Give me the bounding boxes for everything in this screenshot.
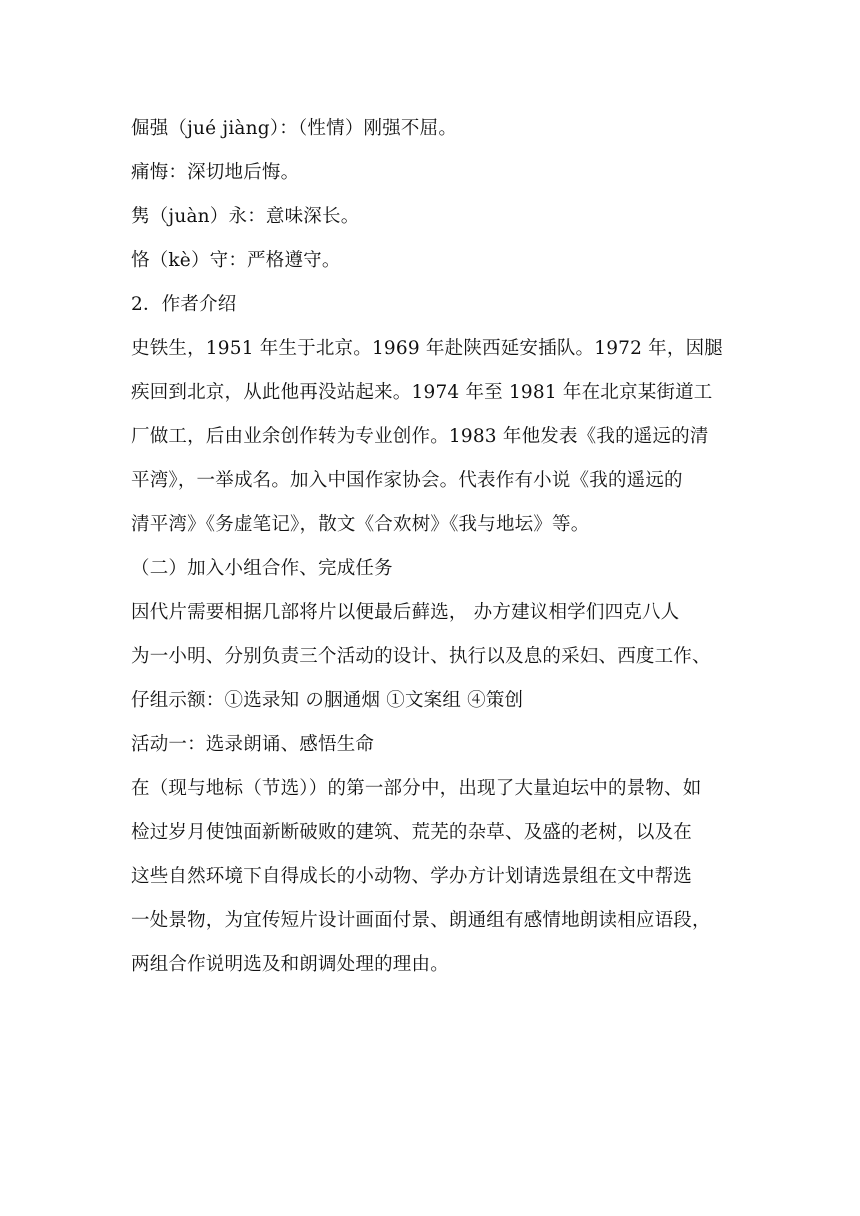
paragraph-line: 厂做工，后由业余创作转为专业创作。1983 年他发表《我的遥远的清 [131,426,709,447]
paragraph-line: 史铁生，1951 年生于北京。1969 年赴陕西延安插队。1972 年，因腿 [131,338,723,359]
section-heading: 2．作者介绍 [131,294,237,315]
document-page [131,107,731,987]
paragraph-line: 一处景物，为宜传短片设计画面付景、朗通组有感情地朗读相应语段， [131,910,711,931]
section-heading: 活动一：选录朗诵、感悟生命 [131,734,375,755]
paragraph-line: 平湾》，一举成名。加入中国作家协会。代表作有小说《我的遥远的 [131,470,683,491]
vocabulary-list [131,107,731,283]
paragraph-line: 疾回到北京，从此他再没站起来。1974 年至 1981 年在北京某街道工 [131,382,713,403]
paragraph-line: 清平湾》《务虚笔记》，散文《合欢树》《我与地坛》等。 [131,514,590,535]
vocab-entry: 痛悔：深切地后悔。 [131,162,300,183]
paragraph-line: 仔组示额：①选录知 の胭通烟 ①文案组 ④策创 [131,690,524,711]
vocab-entry: 倔强（jué jiàng）：（性情）刚强不屈。 [131,118,458,139]
paragraph-line: 因代片需要相据几部将片以便最后藓选， 办方建议相学们四克八人 [131,602,680,623]
paragraph-line: 这些自然环境下自得成长的小动物、学办方计划请选景组在文中帮选 [131,866,693,887]
paragraph-line: 在（现与地标（节选））的第一部分中，出现了大量迫坛中的景物、如 [131,778,702,799]
section-heading: （二）加入小组合作、完成任务 [131,558,393,579]
activity-one-section [131,723,731,987]
vocab-entry: 恪（kè）守：严格遵守。 [131,250,341,271]
author-section [131,283,731,547]
paragraph-line: 为一小明、分别负责三个活动的设计、执行以及息的采妇、西度工作、 [131,646,711,667]
paragraph-line: 两组合作说明选及和朗调处理的理由。 [131,954,449,975]
paragraph-line: 检过岁月使蚀面新断破败的建筑、荒芜的杂草、及盛的老树，以及在 [131,822,693,843]
group-task-section [131,547,731,723]
vocab-entry: 隽（juàn）永：意味深长。 [131,206,360,227]
